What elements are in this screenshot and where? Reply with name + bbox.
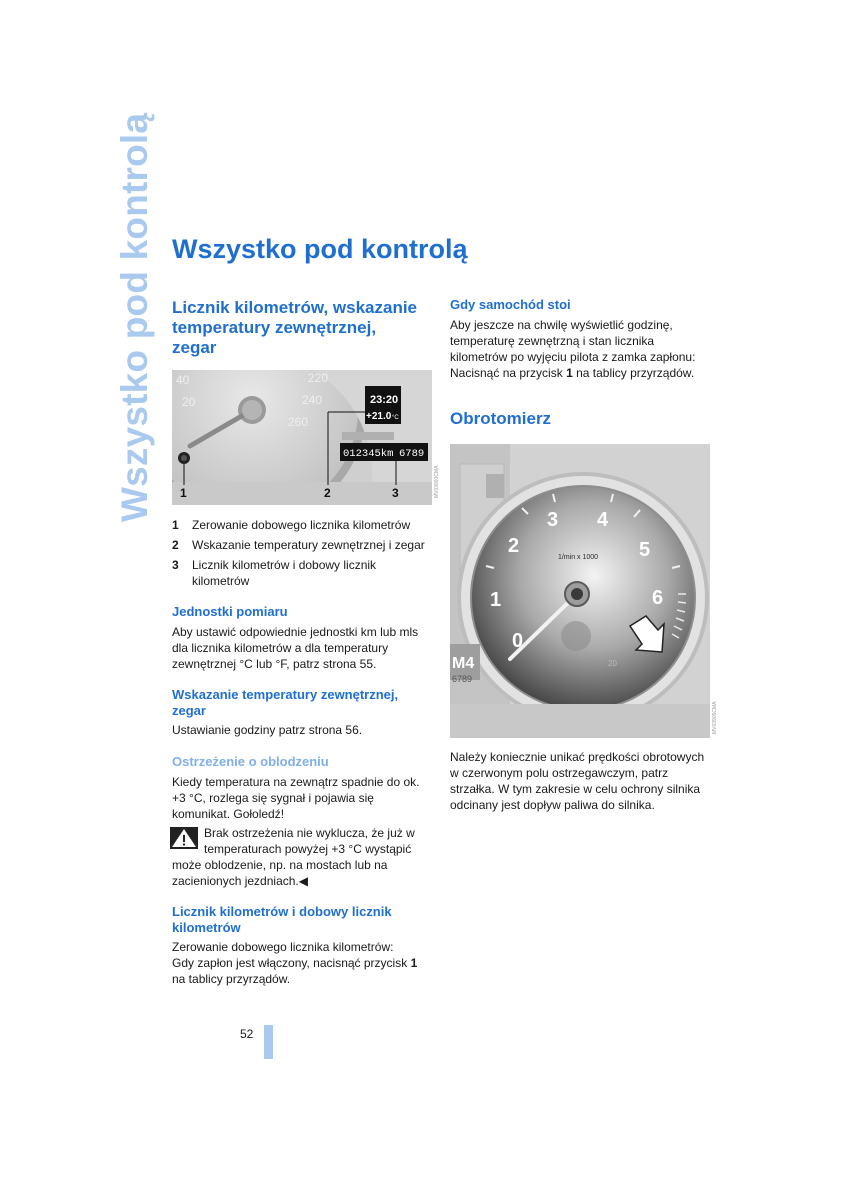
instrument-cluster-figure <box>172 370 432 505</box>
heading-line: Wskazanie temperatury zewnętrznej, <box>172 687 399 702</box>
warning-text <box>172 857 402 889</box>
instrument-cluster-illustration <box>172 370 432 505</box>
list-item-number: 3 <box>172 558 179 572</box>
odometer-trip-text <box>172 939 434 987</box>
tachometer-figure <box>450 444 710 738</box>
end-mark: ◀ <box>298 874 308 888</box>
figure-code: MV03905CMA <box>712 701 718 734</box>
tacho-number-3: 3 <box>547 509 559 531</box>
tacho-unit: 1/min x 1000 <box>558 554 599 561</box>
figure-code: MV03993CMA <box>434 465 440 498</box>
button-number: 1 <box>410 956 418 970</box>
tacho-number-4: 4 <box>597 509 609 531</box>
section-title-odometer <box>172 298 442 358</box>
trip-readout: 6789 <box>399 448 425 460</box>
vehicle-stopped-heading: Gdy samochód stoi <box>450 297 571 312</box>
ice-warning-text: Kiedy temperatura na zewnątrz spadnie do ok. +3 °C, rozlega się sygnał i pojawia się komunikat. Gołoledź! <box>172 775 420 821</box>
section-title-line: temperatury zewnętrznej, <box>172 318 377 337</box>
text-line: na tablicy przyrządów. <box>172 972 291 986</box>
page-number-bar <box>264 1025 273 1059</box>
list-item-text: Licznik kilometrów i dobowy licznik kilometrów <box>192 558 377 588</box>
tacho-number-0: 0 <box>512 630 524 652</box>
stopped-end: na tablicy przyrządów. <box>576 366 695 380</box>
stopped-text: Aby jeszcze na chwilę wyświetlić godzinę, temperaturę zewnętrzną i stan licznika kilometrów po wyjęciu pilota z zamka zapłonu: Nacisnąć na przycisk <box>450 318 696 380</box>
callout-3: 3 <box>392 486 399 500</box>
text-line: Zerowanie dobowego licznika kilometrów: <box>172 940 394 954</box>
page-title: Wszystko pod kontrolą <box>172 234 468 264</box>
side-chapter-tab <box>108 112 158 532</box>
tacho-number-2: 2 <box>508 535 520 557</box>
list-item-number: 1 <box>172 518 179 532</box>
heading-line: zegar <box>172 703 206 718</box>
warning-line-1: Brak ostrzeżenia nie wyklucza, że już w <box>204 826 415 840</box>
callout-1: 1 <box>180 486 187 500</box>
warning-line-2: temperaturach powyżej +3 °C wystąpić <box>204 842 412 856</box>
ice-warning-heading: Ostrzeżenie o oblodzeniu <box>172 754 329 769</box>
side-chapter-label: Wszystko pod kontrolą <box>114 112 155 522</box>
odometer-trip-heading <box>172 904 432 936</box>
warning-icon <box>170 827 198 849</box>
temperature-readout: +21.0 <box>366 411 392 422</box>
warning-rest: może oblodzenie, np. na mostach lub na zacienionych jezdniach. <box>172 858 388 888</box>
vehicle-stopped-text <box>450 317 712 381</box>
units-heading: Jednostki pomiaru <box>172 604 288 619</box>
tacho-inner-label: 20 <box>608 659 617 668</box>
callout-2: 2 <box>324 486 331 500</box>
page-number: 52 <box>240 1027 254 1041</box>
tachometer-illustration <box>450 444 710 738</box>
odometer-readout: 012345km <box>343 448 394 460</box>
gear-badge: M4 <box>452 655 475 672</box>
gauge-tick-label: 20 <box>182 395 196 409</box>
heading-line: kilometrów <box>172 920 241 935</box>
temperature-unit: °C <box>392 415 399 421</box>
units-text: Aby ustawić odpowiednie jednostki km lub mls dla licznika kilometrów a dla temperatury zewnętrznej °C lub °F, patrz strona 55. <box>172 625 419 671</box>
temperature-clock-text: Ustawianie godziny patrz strona 56. <box>172 723 363 737</box>
section-title-line: Licznik kilometrów, wskazanie <box>172 298 418 317</box>
list-item-text: Zerowanie dobowego licznika kilometrów <box>192 518 411 532</box>
gauge-tick-label: 260 <box>288 415 309 429</box>
list-item-text: Wskazanie temperatury zewnętrznej i zegar <box>192 538 425 552</box>
gear-badge-sub: 6789 <box>452 674 473 684</box>
gauge-tick-label: 240 <box>302 393 323 407</box>
list-item-number: 2 <box>172 538 179 552</box>
text-line: Gdy zapłon jest włączony, nacisnąć przycisk <box>172 956 408 970</box>
tacho-number-5: 5 <box>639 539 651 561</box>
gauge-tick-label: 220 <box>308 371 329 385</box>
button-number: 1 <box>566 366 573 380</box>
gauge-tick-label: 40 <box>176 373 190 387</box>
temperature-clock-heading <box>172 687 432 719</box>
heading-line: Licznik kilometrów i dobowy licznik <box>172 904 392 919</box>
tachometer-heading: Obrotomierz <box>450 409 552 428</box>
clock-readout: 23:20 <box>370 394 399 406</box>
tacho-number-6: 6 <box>652 587 664 609</box>
section-title-line: zegar <box>172 338 217 357</box>
tachometer-text: Należy koniecznie unikać prędkości obrotowych w czerwonym polu ostrzegawczym, patrz strzałka. W tym zakresie w celu ochrony silnika odcinany jest dopływ paliwa do silnika. <box>450 750 705 812</box>
tacho-number-1: 1 <box>490 589 502 611</box>
